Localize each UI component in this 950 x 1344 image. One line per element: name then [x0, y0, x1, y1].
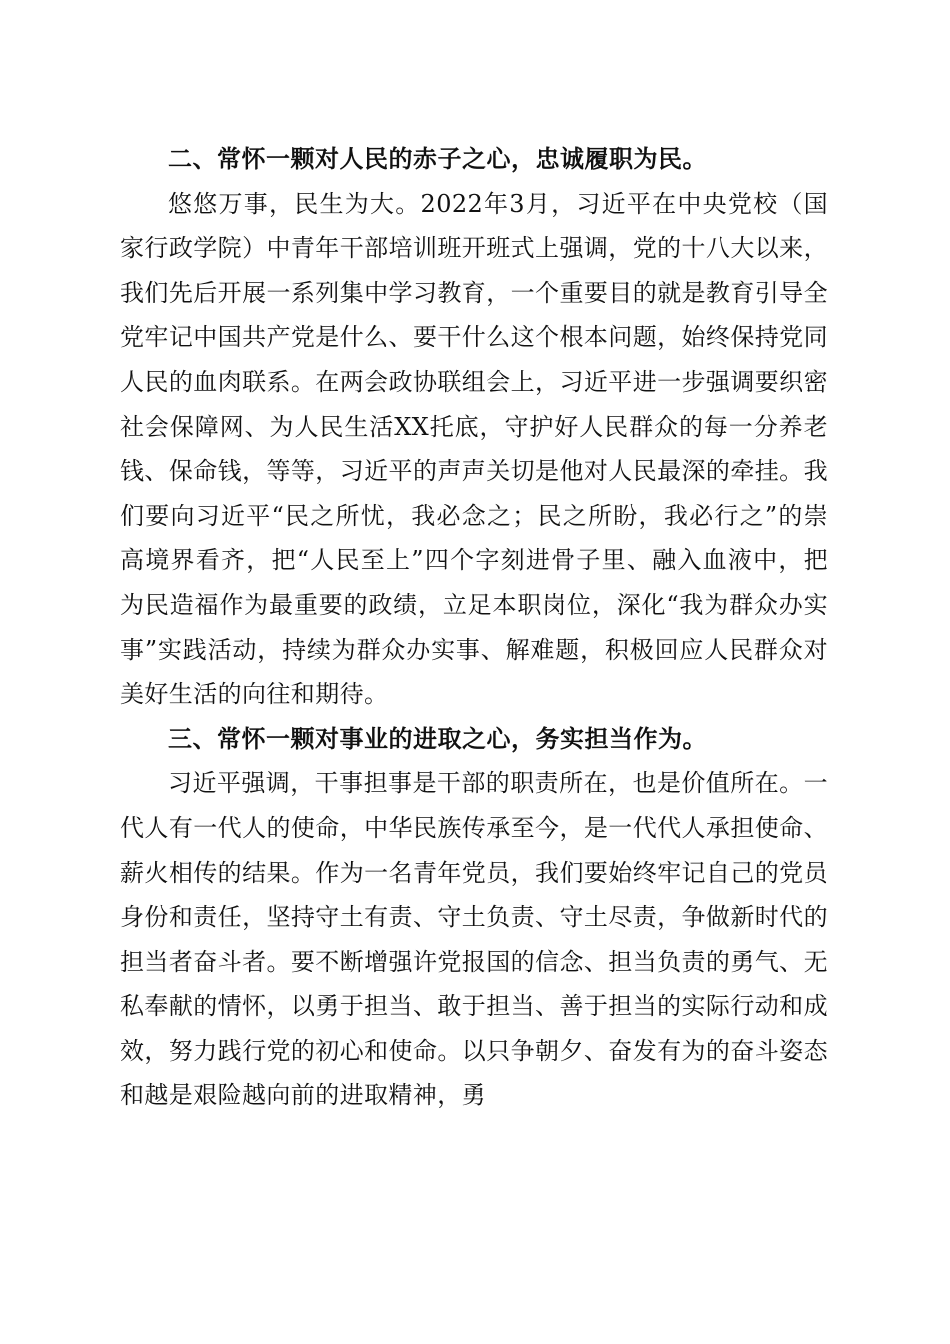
document-page: [120, 137, 828, 1118]
section-paragraph-2: 悠悠万事，民生为大。2022年3月，习近平在中央党校（国家行政学院）中青年干部培训班开班式上强调，党的十八大以来，我们先后开展一系列集中学习教育，一个重要目的就是教育引导全党牢记中国共产党是什么、要干什么这个根本问题，始终保持党同人民的血肉联系。在两会政协联组会上，习近平进一步强调要织密社会保障网、为人民生活XX托底，守护好人民群众的每一分养老钱、保命钱，等等，习近平的声声关切是他对人民最深的牵挂。我们要向习近平“民之所忧，我必念之；民之所盼，我必行之”的崇高境界看齐，把“人民至上”四个字刻进骨子里、融入血液中，把为民造福作为最重要的政绩，立足本职岗位，深化“我为群众办实事”实践活动，持续为群众办实事、解难题，积极回应人民群众对美好生活的向往和期待。: [120, 189, 828, 709]
section-heading-2: 二、常怀一颗对人民的赤子之心，忠诚履职为民。: [168, 145, 707, 173]
section-heading-3: 三、常怀一颗对事业的进取之心，务实担当作为。: [168, 724, 707, 753]
section-paragraph-3: 习近平强调，干事担事是干部的职责所在，也是价值所在。一代人有一代人的使命，中华民族传承至今，是一代代人承担使命、薪火相传的结果。作为一名青年党员，我们要始终牢记自己的党员身份和责任，坚持守土有责、守土负责、守土尽责，争做新时代的担当者奋斗者。要不断增强许党报国的信念、担当负责的勇气、无私奉献的情怀，以勇于担当、敢于担当、善于担当的实际行动和成效，努力践行党的初心和使命。以只争朝夕、奋发有为的奋斗姿态和越是艰险越向前的进取精神，勇: [120, 769, 828, 1110]
